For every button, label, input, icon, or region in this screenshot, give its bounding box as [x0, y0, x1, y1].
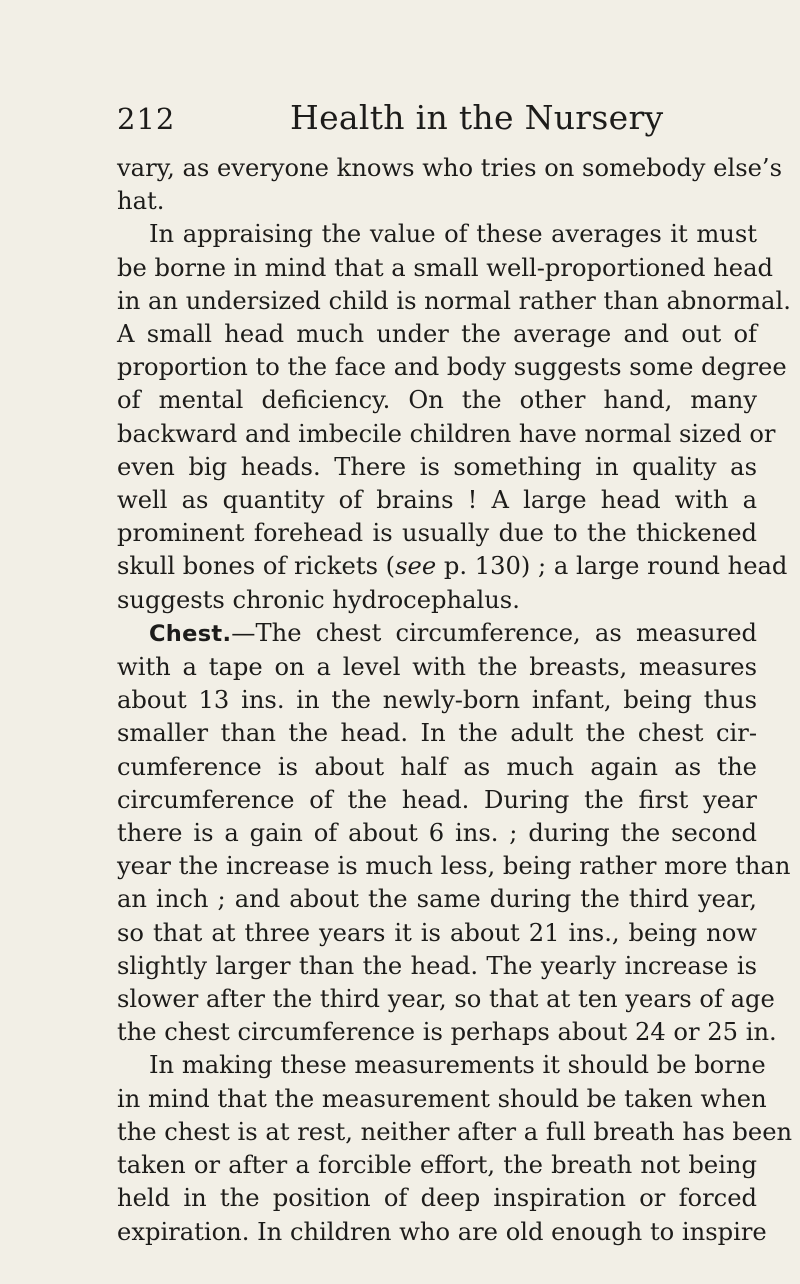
text-line: an inch ; and about the same during the third year, — [117, 885, 757, 914]
text-line: vary, as everyone knows who tries on somebody else’s — [117, 154, 783, 182]
text-line: the chest is at rest, neither after a full breath has been — [117, 1117, 793, 1146]
text-line: of mental deficiency. On the other hand, many — [117, 386, 757, 415]
text-line: suggests chronic hydrocephalus. — [117, 585, 520, 614]
text-line: even big heads. There is something in quality as — [117, 452, 757, 481]
text-line: expiration. In children who are old enough to inspire — [117, 1217, 767, 1246]
text-line: there is a gain of about 6 ins. ; during the second — [117, 819, 757, 848]
text-line: smaller than the head. In the adult the chest cir- — [117, 719, 757, 748]
body-text — [117, 152, 793, 1249]
text-line: In appraising the value of these averages it must — [149, 220, 757, 249]
text-line: about 13 ins. in the newly-born infant, being thus — [117, 686, 757, 715]
text-line: slightly larger than the head. The yearly increase is — [117, 951, 757, 980]
text-line: so that at three years it is about 21 ins., being now — [117, 918, 757, 947]
text-line: with a tape on a level with the breasts, measures — [117, 653, 757, 682]
text-line-chest-heading — [117, 617, 757, 651]
paragraph-continuation — [117, 152, 783, 218]
text-line: held in the position of deep inspiration or forced — [117, 1184, 757, 1213]
paragraph-chest — [117, 617, 791, 1050]
text-line: cumference is about half as much again as the — [117, 752, 757, 781]
text-line: prominent forehead is usually due to the thickened — [117, 519, 757, 548]
section-heading-chest: Chest. — [149, 620, 232, 647]
see-reference-italic: see — [395, 552, 437, 581]
text-line: in an undersized child is normal rather than abnormal. — [117, 286, 791, 315]
text-line: hat. — [117, 187, 165, 216]
text-line: taken or after a forcible effort, the breath not being — [117, 1151, 757, 1180]
text-line: be borne in mind that a small well-proportioned head — [117, 253, 774, 282]
text-line: circumference of the head. During the first year — [117, 785, 757, 814]
text-line: in mind that the measurement should be taken when — [117, 1084, 767, 1113]
text-fragment: —The chest circumference, as measured — [231, 618, 757, 647]
text-line: proportion to the face and body suggests some degree — [117, 353, 787, 382]
text-line-rickets-reference — [117, 550, 788, 583]
text-line: A small head much under the average and out of — [117, 320, 757, 349]
text-line: In making these measurements it should be borne — [149, 1051, 766, 1080]
page-number: 212 — [117, 102, 176, 136]
paragraph-head-size — [117, 218, 791, 616]
text-line: slower after the third year, so that at ten years of age — [117, 985, 775, 1014]
text-line: well as quantity of brains ! A large head with a — [117, 486, 757, 515]
paragraph-measurement — [117, 1049, 793, 1248]
text-fragment: p. 130) ; a large round head — [436, 552, 788, 581]
text-line: the chest circumference is perhaps about 24 or 25 in. — [117, 1018, 777, 1047]
running-head-title: Health in the Nursery — [290, 98, 664, 137]
text-line: backward and imbecile children have normal sized or — [117, 419, 776, 448]
text-line: year the increase is much less, being rather more than — [117, 852, 791, 881]
text-fragment: skull bones of rickets ( — [117, 552, 396, 581]
